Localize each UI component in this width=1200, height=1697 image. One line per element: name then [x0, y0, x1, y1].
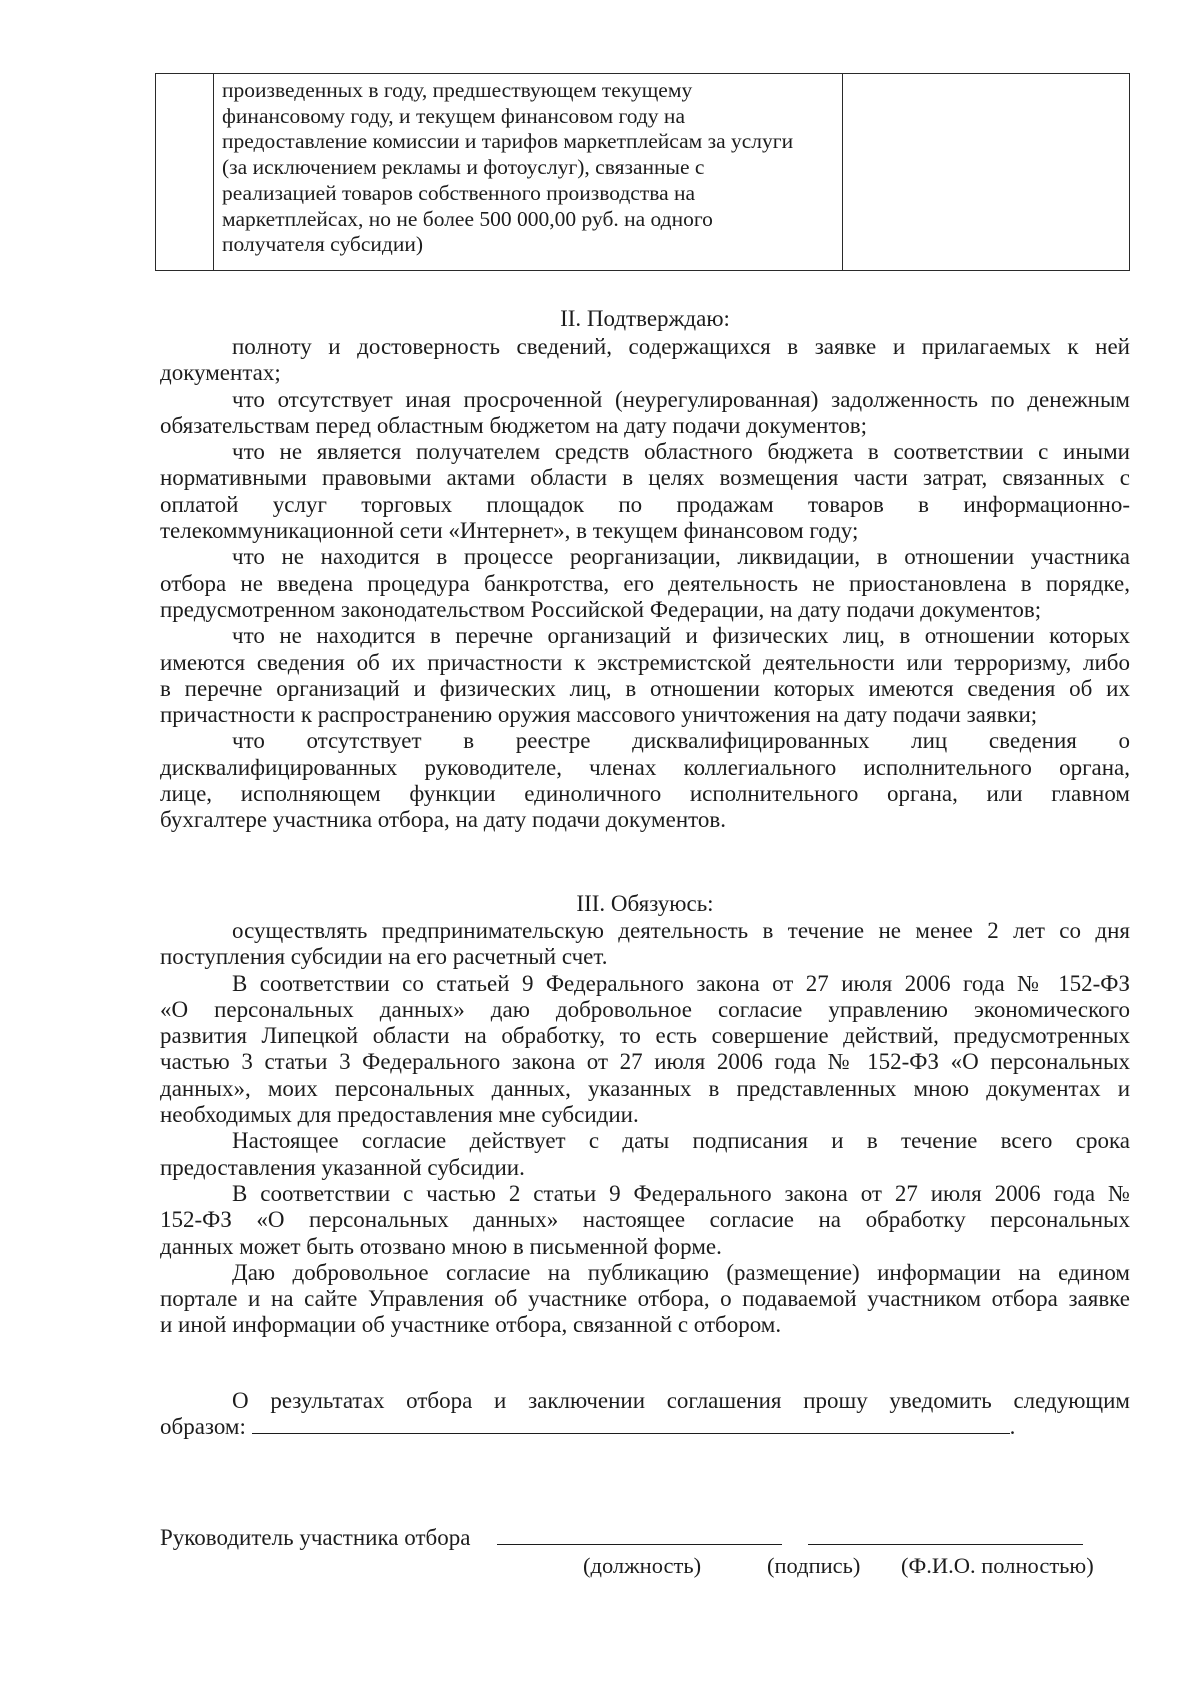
text-line: телекоммуникационной сети «Интернет», в текущем финансовом году;	[160, 518, 859, 544]
table-cell-line: финансовому году, и текущем финансовом году на	[222, 103, 685, 128]
notification-method-end: .	[1009, 1414, 1016, 1440]
text-line: В соответствии со статьей 9 Федерального закона от 27 июля 2006 года № 152-ФЗ	[232, 970, 1130, 996]
table-cell-line: получателя субсидии)	[222, 232, 424, 257]
text-line: что не находится в процессе реорганизации, ликвидации, в отношении участника	[232, 544, 1130, 570]
text-line: обязательствам перед областным бюджетом на дату подачи документов;	[160, 412, 867, 438]
text-line: предоставления указанной субсидии.	[160, 1154, 525, 1180]
notification-method-field[interactable]	[252, 1415, 1010, 1434]
text-line: О результатах отбора и заключении соглашения прошу уведомить следующим	[232, 1388, 1130, 1413]
notification-paragraph	[160, 1388, 1130, 1441]
table-cell-line: произведенных в году, предшествующем текущему	[222, 78, 693, 102]
text-line: причастности к распространению оружия массового уничтожения на дату подачи заявки;	[160, 702, 1038, 728]
signature-name-line[interactable]	[808, 1544, 1083, 1545]
requirements-table-fragment	[155, 73, 1130, 271]
text-line: В соответствии с частью 2 статьи 9 Федерального закона от 27 июля 2006 года №	[232, 1180, 1130, 1206]
text-line: нормативными правовыми актами области в целях возмещения части затрат, связанных с	[160, 465, 1130, 491]
section-2-heading: II. Подтверждаю:	[560, 306, 730, 331]
table-cell-line: (за исключением рекламы и фотоуслуг), связанные с	[222, 155, 705, 180]
text-line: бухгалтере участника отбора, на дату подачи документов.	[160, 807, 726, 833]
text-line: что не является получателем средств областного бюджета в соответствии с иными	[232, 439, 1130, 465]
table-cell-text	[222, 78, 837, 258]
text-line: имеются сведения об их причастности к экстремистской деятельности или терроризму, либо	[160, 649, 1130, 675]
text-line: отбора не введена процедура банкротства, его деятельность не приостановлена в порядке,	[160, 570, 1130, 596]
text-line: что отсутствует в реестре дисквалифицированных лиц сведения о	[232, 728, 1130, 754]
text-line: осуществлять предпринимательскую деятельность в течение не менее 2 лет со дня	[232, 918, 1130, 943]
text-line: данных», моих персональных данных, указанных в представленных мною документах и	[160, 1075, 1130, 1101]
text-line: Даю добровольное согласие на публикацию (размещение) информации на едином	[232, 1259, 1130, 1285]
text-line: что не находится в перечне организаций и физических лиц, в отношении которых	[232, 623, 1130, 649]
table-cell-line: предоставление комиссии и тарифов маркетплейсам за услуги	[222, 129, 794, 154]
text-line: портале и на сайте Управления об участнике отбора, о подаваемой участником отбора заявке	[160, 1286, 1130, 1312]
text-line: в перечне организаций и физических лиц, в отношении которых имеются сведения об их	[160, 675, 1130, 701]
notification-method-line	[160, 1414, 1130, 1440]
section-3-body	[160, 918, 1130, 1339]
text-line: Настоящее согласие действует с даты подписания и в течение всего срока	[232, 1128, 1130, 1154]
text-line: оплатой услуг торговых площадок по продажам товаров в информационно-	[160, 491, 1130, 517]
text-line: развития Липецкой области на обработку, то есть совершение действий, предусмотренных	[160, 1023, 1130, 1049]
text-line: необходимых для предоставления мне субсидии.	[160, 1102, 639, 1128]
text-line: дисквалифицированных руководителе, членах коллегиального исполнительного органа,	[160, 754, 1130, 780]
text-line: что отсутствует иная просроченной (неурегулированная) задолженность по денежным	[232, 386, 1130, 412]
table-column-divider	[213, 74, 214, 270]
notification-method-label: образом:	[160, 1414, 246, 1440]
table-column-divider	[842, 74, 843, 270]
text-line: и иной информации об участнике отбора, связанной с отбором.	[160, 1312, 782, 1338]
text-line: документах;	[160, 360, 281, 386]
text-line: данных может быть отозвано мною в письменной форме.	[160, 1233, 722, 1259]
text-line: 152-ФЗ «О персональных данных» настоящее согласие на обработку персональных	[160, 1207, 1130, 1233]
table-cell-line: маркетплейсах, но не более 500 000,00 руб. на одного	[222, 206, 713, 231]
caption-position: (должность)	[583, 1553, 702, 1578]
section-3-heading: III. Обязуюсь:	[576, 891, 714, 916]
text-line: предусмотренном законодательством Российской Федерации, на дату подачи документов;	[160, 596, 1042, 622]
text-line: лице, исполняющем функции единоличного исполнительного органа, или главном	[160, 781, 1130, 807]
text-line: «О персональных данных» даю добровольное согласие управлению экономического	[160, 996, 1130, 1022]
text-line: поступления субсидии на его расчетный счет.	[160, 944, 608, 970]
signature-label: Руководитель участника отбора	[160, 1525, 471, 1550]
table-cell-line: реализацией товаров собственного производства на	[222, 180, 696, 205]
section-2-body	[160, 334, 1130, 834]
caption-signature: (подпись)	[767, 1553, 861, 1578]
signature-position-signature-line[interactable]	[497, 1544, 782, 1545]
text-line: частью 3 статьи 3 Федерального закона от 27 июля 2006 года № 152-ФЗ «О персональных	[160, 1049, 1130, 1075]
caption-full-name: (Ф.И.О. полностью)	[901, 1553, 1094, 1578]
text-line: полноту и достоверность сведений, содержащихся в заявке и прилагаемых к ней	[232, 334, 1130, 359]
